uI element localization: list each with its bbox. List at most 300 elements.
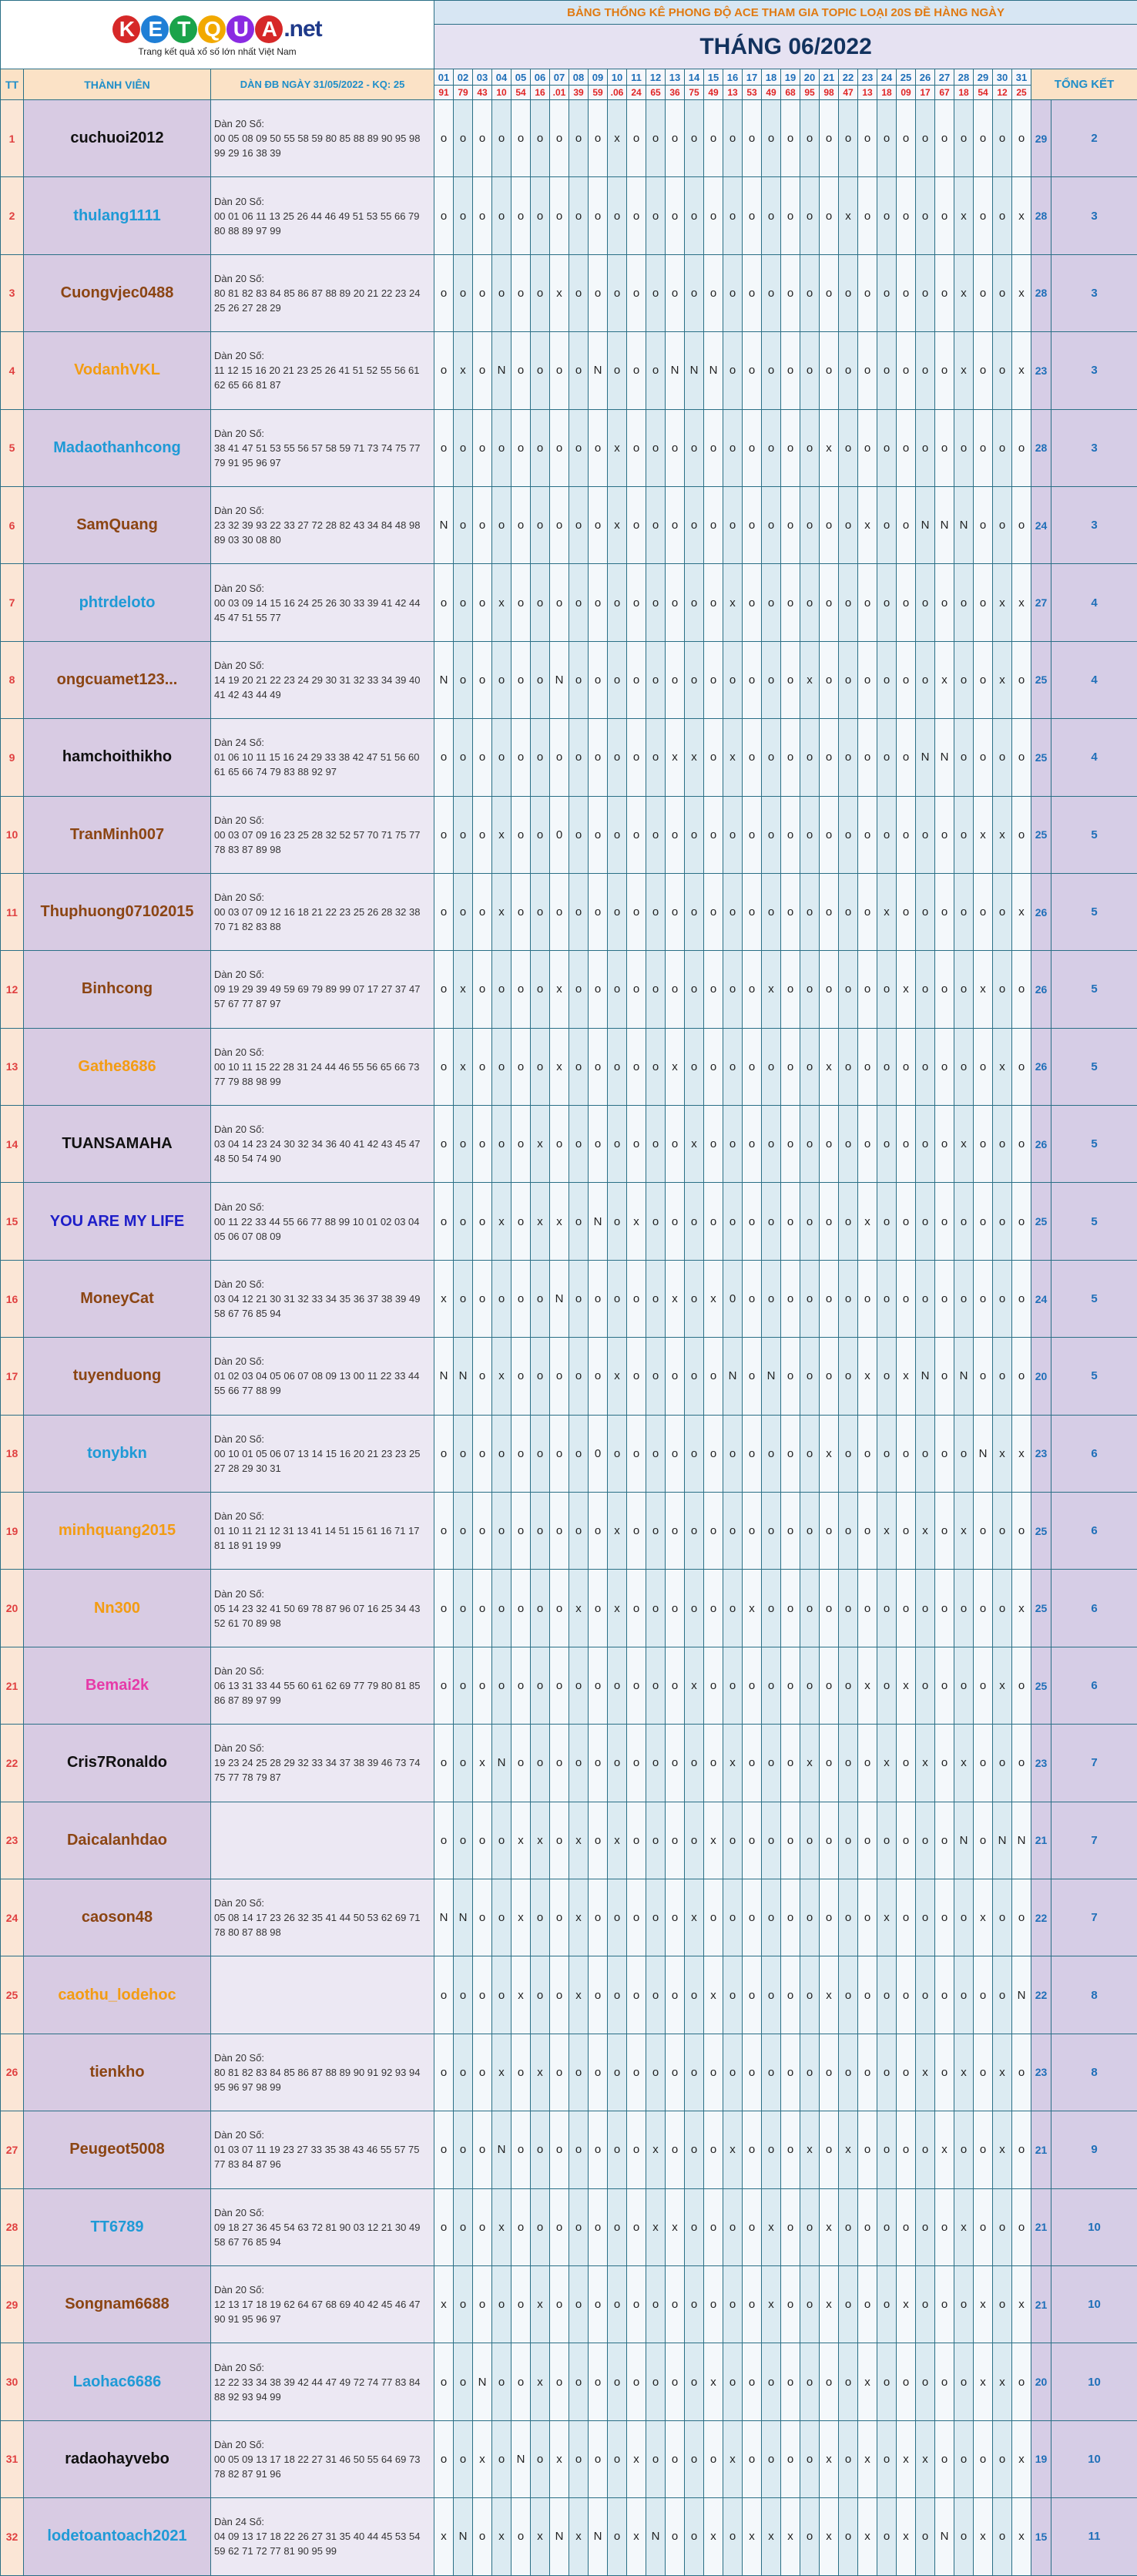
day-mark: o bbox=[473, 1106, 492, 1183]
day-mark: o bbox=[839, 2188, 858, 2265]
day-result: 36 bbox=[666, 86, 685, 100]
day-mark: x bbox=[897, 2498, 916, 2575]
day-mark: o bbox=[685, 1493, 704, 1570]
day-mark: o bbox=[974, 254, 993, 331]
day-mark: o bbox=[993, 332, 1012, 409]
day-mark: N bbox=[954, 486, 974, 563]
day-mark: o bbox=[916, 1956, 935, 2034]
day-mark: o bbox=[935, 1106, 954, 1183]
day-mark: o bbox=[589, 177, 608, 254]
day-mark: o bbox=[473, 873, 492, 950]
day-mark: o bbox=[492, 1647, 511, 1724]
day-mark: o bbox=[897, 1415, 916, 1492]
day-mark: o bbox=[839, 1956, 858, 2034]
day-mark: o bbox=[916, 177, 935, 254]
day-mark: o bbox=[877, 1106, 897, 1183]
day-mark: o bbox=[800, 719, 820, 796]
day-mark: o bbox=[839, 2265, 858, 2343]
day-mark: N bbox=[666, 332, 685, 409]
member-name[interactable]: MoneyCat bbox=[24, 1260, 211, 1337]
dan-numbers bbox=[211, 873, 434, 950]
day-mark: o bbox=[454, 1106, 473, 1183]
hit-count: 21 bbox=[1031, 2111, 1051, 2188]
day-mark: x bbox=[877, 1493, 897, 1570]
day-mark: o bbox=[877, 564, 897, 641]
day-mark: o bbox=[434, 1647, 454, 1724]
row-index: 5 bbox=[1, 409, 24, 486]
day-mark: x bbox=[685, 1879, 704, 1956]
row-index: 27 bbox=[1, 2111, 24, 2188]
day-mark: o bbox=[492, 100, 511, 177]
day-mark: o bbox=[569, 1493, 589, 1570]
member-row bbox=[1, 2498, 1137, 2575]
day-mark: o bbox=[434, 2111, 454, 2188]
member-name[interactable]: Bemai2k bbox=[24, 1647, 211, 1724]
day-mark: o bbox=[800, 2498, 820, 2575]
day-mark: o bbox=[589, 1725, 608, 1802]
day-mark: o bbox=[743, 2343, 762, 2420]
member-name[interactable]: Binhcong bbox=[24, 951, 211, 1028]
day-mark: o bbox=[569, 1028, 589, 1105]
total-score: 6 bbox=[1051, 1647, 1137, 1724]
day-mark: o bbox=[589, 2420, 608, 2497]
dan-title: Dàn 20 Số: bbox=[214, 813, 431, 828]
day-mark: o bbox=[627, 1260, 646, 1337]
day-mark: o bbox=[434, 719, 454, 796]
hit-count: 25 bbox=[1031, 719, 1051, 796]
day-mark: o bbox=[916, 641, 935, 718]
day-mark: N bbox=[550, 2498, 569, 2575]
day-mark: o bbox=[492, 1570, 511, 1647]
day-mark: o bbox=[473, 332, 492, 409]
member-name[interactable]: minhquang2015 bbox=[24, 1493, 211, 1570]
day-mark: x bbox=[531, 2498, 550, 2575]
member-name[interactable]: thulang1111 bbox=[24, 177, 211, 254]
total-score: 3 bbox=[1051, 409, 1137, 486]
day-mark: x bbox=[993, 2343, 1012, 2420]
day-mark: o bbox=[473, 796, 492, 873]
day-mark: o bbox=[531, 641, 550, 718]
day-mark: x bbox=[1012, 177, 1031, 254]
day-mark: o bbox=[434, 1028, 454, 1105]
member-name[interactable]: phtrdeloto bbox=[24, 564, 211, 641]
row-index: 6 bbox=[1, 486, 24, 563]
day-result: 79 bbox=[454, 86, 473, 100]
member-name[interactable]: hamchoithikho bbox=[24, 719, 211, 796]
day-mark: x bbox=[954, 2188, 974, 2265]
day-mark: x bbox=[858, 2420, 877, 2497]
day-mark: o bbox=[1012, 2034, 1031, 2111]
member-name[interactable]: cuchuoi2012 bbox=[24, 100, 211, 177]
day-mark: o bbox=[820, 1570, 839, 1647]
day-mark: o bbox=[781, 1956, 800, 2034]
day-mark: N bbox=[916, 486, 935, 563]
row-index: 21 bbox=[1, 1647, 24, 1724]
day-mark: o bbox=[454, 2111, 473, 2188]
day-mark: o bbox=[589, 564, 608, 641]
day-mark: o bbox=[954, 1415, 974, 1492]
day-mark: x bbox=[531, 1802, 550, 1879]
total-score: 8 bbox=[1051, 2034, 1137, 2111]
day-mark: x bbox=[762, 2498, 781, 2575]
day-header: 30 bbox=[993, 69, 1012, 86]
day-mark: x bbox=[454, 1028, 473, 1105]
day-mark: o bbox=[627, 2343, 646, 2420]
day-mark: o bbox=[839, 1338, 858, 1415]
day-mark: o bbox=[473, 100, 492, 177]
day-mark: o bbox=[589, 1647, 608, 1724]
day-mark: o bbox=[608, 2498, 627, 2575]
member-row bbox=[1, 332, 1137, 409]
day-mark: o bbox=[762, 1493, 781, 1570]
day-mark: o bbox=[531, 1493, 550, 1570]
day-mark: o bbox=[685, 2265, 704, 2343]
day-result: 49 bbox=[704, 86, 723, 100]
member-name[interactable]: caoson48 bbox=[24, 1879, 211, 1956]
day-mark: o bbox=[762, 873, 781, 950]
day-mark: o bbox=[454, 2188, 473, 2265]
day-mark: x bbox=[897, 2265, 916, 2343]
day-mark: x bbox=[1012, 873, 1031, 950]
day-mark: N bbox=[974, 1415, 993, 1492]
day-mark: o bbox=[935, 873, 954, 950]
day-mark: o bbox=[897, 2188, 916, 2265]
dan-title: Dàn 20 Số: bbox=[214, 1432, 431, 1446]
day-mark: o bbox=[858, 1725, 877, 1802]
day-mark: o bbox=[974, 641, 993, 718]
day-mark: o bbox=[935, 2188, 954, 2265]
day-mark: o bbox=[877, 1183, 897, 1260]
dan-list: 01 02 03 04 05 06 07 08 09 13 00 11 22 33 44 55 66 77 88 99 bbox=[214, 1369, 431, 1398]
day-mark: o bbox=[666, 1183, 685, 1260]
day-mark: o bbox=[781, 486, 800, 563]
day-mark: o bbox=[454, 1725, 473, 1802]
member-name[interactable]: Songnam6688 bbox=[24, 2265, 211, 2343]
dan-list: 00 10 11 15 22 28 31 24 44 46 55 56 65 66 73 77 79 88 98 99 bbox=[214, 1060, 431, 1089]
day-mark: o bbox=[531, 409, 550, 486]
hit-count: 26 bbox=[1031, 873, 1051, 950]
total-score: 10 bbox=[1051, 2420, 1137, 2497]
member-name[interactable]: tuyenduong bbox=[24, 1338, 211, 1415]
day-mark: o bbox=[1012, 1725, 1031, 1802]
day-mark: o bbox=[473, 1879, 492, 1956]
day-mark: o bbox=[974, 719, 993, 796]
day-mark: o bbox=[820, 1493, 839, 1570]
day-mark: o bbox=[454, 1802, 473, 1879]
day-mark: o bbox=[666, 641, 685, 718]
day-mark: o bbox=[608, 1725, 627, 1802]
day-mark: x bbox=[993, 1415, 1012, 1492]
day-mark: x bbox=[569, 1802, 589, 1879]
day-mark: o bbox=[954, 409, 974, 486]
day-mark: o bbox=[820, 719, 839, 796]
day-mark: o bbox=[800, 332, 820, 409]
member-name[interactable]: Cuongvjec0488 bbox=[24, 254, 211, 331]
member-name[interactable]: Thuphuong07102015 bbox=[24, 873, 211, 950]
day-mark: o bbox=[723, 1570, 743, 1647]
header-tt: TT bbox=[1, 69, 24, 100]
day-mark: o bbox=[916, 1415, 935, 1492]
day-mark: x bbox=[511, 1879, 531, 1956]
day-mark: x bbox=[820, 2498, 839, 2575]
day-mark: o bbox=[473, 1956, 492, 2034]
day-mark: o bbox=[434, 2034, 454, 2111]
day-mark: x bbox=[531, 2343, 550, 2420]
day-mark: o bbox=[781, 796, 800, 873]
day-mark: o bbox=[935, 951, 954, 1028]
day-mark: x bbox=[974, 1879, 993, 1956]
day-mark: o bbox=[858, 1415, 877, 1492]
day-mark: o bbox=[454, 254, 473, 331]
member-name[interactable]: TUANSAMAHA bbox=[24, 1106, 211, 1183]
day-mark: o bbox=[723, 1106, 743, 1183]
day-mark: o bbox=[608, 564, 627, 641]
day-mark: N bbox=[492, 332, 511, 409]
day-mark: o bbox=[492, 951, 511, 1028]
day-mark: o bbox=[935, 1183, 954, 1260]
total-score: 10 bbox=[1051, 2188, 1137, 2265]
day-mark: o bbox=[781, 2265, 800, 2343]
day-mark: o bbox=[666, 1956, 685, 2034]
logo[interactable] bbox=[1, 1, 434, 69]
dan-title: Dàn 24 Số: bbox=[214, 2514, 431, 2529]
day-mark: o bbox=[685, 1570, 704, 1647]
member-name[interactable]: YOU ARE MY LIFE bbox=[24, 1183, 211, 1260]
dan-list: 12 22 33 34 38 39 42 44 47 49 72 74 77 83 84 88 92 93 94 99 bbox=[214, 2375, 431, 2404]
day-mark: o bbox=[781, 1106, 800, 1183]
hit-count: 28 bbox=[1031, 409, 1051, 486]
day-mark: x bbox=[569, 1570, 589, 1647]
member-name[interactable]: tonybkn bbox=[24, 1415, 211, 1492]
member-name[interactable]: lodetoantoach2021 bbox=[24, 2498, 211, 2575]
day-mark: o bbox=[646, 719, 666, 796]
member-name[interactable]: ongcuamet123... bbox=[24, 641, 211, 718]
day-mark: o bbox=[550, 100, 569, 177]
day-mark: o bbox=[762, 1106, 781, 1183]
day-mark: o bbox=[473, 409, 492, 486]
day-mark: o bbox=[531, 486, 550, 563]
day-mark: x bbox=[608, 1802, 627, 1879]
day-mark: o bbox=[434, 254, 454, 331]
day-mark: x bbox=[608, 1338, 627, 1415]
day-result: 54 bbox=[511, 86, 531, 100]
day-mark: o bbox=[608, 1028, 627, 1105]
day-mark: o bbox=[646, 564, 666, 641]
day-mark: o bbox=[666, 254, 685, 331]
day-mark: o bbox=[897, 1570, 916, 1647]
member-name[interactable]: Madaothanhcong bbox=[24, 409, 211, 486]
day-mark: o bbox=[916, 254, 935, 331]
day-mark: o bbox=[704, 1183, 723, 1260]
member-name[interactable]: Daicalanhdao bbox=[24, 1802, 211, 1879]
day-mark: o bbox=[762, 641, 781, 718]
day-mark: o bbox=[916, 1570, 935, 1647]
day-mark: N bbox=[704, 332, 723, 409]
day-mark: o bbox=[646, 873, 666, 950]
day-mark: o bbox=[781, 100, 800, 177]
day-mark: o bbox=[974, 2188, 993, 2265]
day-mark: x bbox=[704, 1802, 723, 1879]
row-index: 22 bbox=[1, 1725, 24, 1802]
row-index: 8 bbox=[1, 641, 24, 718]
dan-title: Dàn 20 Số: bbox=[214, 503, 431, 518]
day-mark: x bbox=[434, 1260, 454, 1337]
member-row bbox=[1, 1183, 1137, 1260]
dan-numbers bbox=[211, 332, 434, 409]
day-mark: o bbox=[627, 641, 646, 718]
day-mark: o bbox=[627, 1415, 646, 1492]
day-mark: o bbox=[916, 2343, 935, 2420]
member-name[interactable]: Cris7Ronaldo bbox=[24, 1725, 211, 1802]
hit-count: 21 bbox=[1031, 2265, 1051, 2343]
day-mark: o bbox=[897, 2343, 916, 2420]
day-mark: o bbox=[511, 719, 531, 796]
day-header: 26 bbox=[916, 69, 935, 86]
day-mark: o bbox=[935, 1956, 954, 2034]
day-mark: x bbox=[993, 796, 1012, 873]
day-mark: o bbox=[473, 177, 492, 254]
day-mark: o bbox=[627, 2034, 646, 2111]
member-name[interactable]: radaohayvebo bbox=[24, 2420, 211, 2497]
member-name[interactable]: VodanhVKL bbox=[24, 332, 211, 409]
member-name[interactable]: Nn300 bbox=[24, 1570, 211, 1647]
day-mark: o bbox=[531, 1028, 550, 1105]
member-name[interactable]: tienkho bbox=[24, 2034, 211, 2111]
member-name[interactable]: Peugeot5008 bbox=[24, 2111, 211, 2188]
day-mark: o bbox=[473, 1260, 492, 1337]
day-mark: o bbox=[704, 1879, 723, 1956]
day-result: 95 bbox=[800, 86, 820, 100]
member-row bbox=[1, 951, 1137, 1028]
day-mark: o bbox=[858, 332, 877, 409]
day-mark: o bbox=[666, 100, 685, 177]
row-index: 23 bbox=[1, 1802, 24, 1879]
dan-list: 04 09 13 17 18 22 26 27 31 35 40 44 45 53 54 59 62 71 72 77 81 90 95 99 bbox=[214, 2529, 431, 2558]
day-mark: x bbox=[1012, 1415, 1031, 1492]
member-name[interactable]: SamQuang bbox=[24, 486, 211, 563]
day-mark: o bbox=[781, 1183, 800, 1260]
day-mark: o bbox=[974, 100, 993, 177]
month-title: THÁNG 06/2022 bbox=[434, 25, 1137, 69]
day-mark: o bbox=[820, 100, 839, 177]
day-mark: o bbox=[666, 2420, 685, 2497]
day-mark: o bbox=[762, 100, 781, 177]
day-mark: o bbox=[685, 1183, 704, 1260]
total-score: 3 bbox=[1051, 254, 1137, 331]
day-mark: x bbox=[569, 1956, 589, 2034]
row-index: 26 bbox=[1, 2034, 24, 2111]
day-mark: o bbox=[916, 796, 935, 873]
day-mark: o bbox=[916, 100, 935, 177]
day-mark: o bbox=[666, 409, 685, 486]
day-mark: o bbox=[993, 1879, 1012, 1956]
day-result: 25 bbox=[1012, 86, 1031, 100]
member-name[interactable]: Gathe8686 bbox=[24, 1028, 211, 1105]
member-name[interactable]: TranMinh007 bbox=[24, 796, 211, 873]
day-mark: o bbox=[550, 2111, 569, 2188]
day-mark: o bbox=[550, 1956, 569, 2034]
day-mark: o bbox=[569, 2265, 589, 2343]
day-mark: o bbox=[762, 332, 781, 409]
day-mark: o bbox=[781, 2343, 800, 2420]
day-mark: o bbox=[954, 1183, 974, 1260]
dan-title: Dàn 20 Số: bbox=[214, 1200, 431, 1214]
day-mark: o bbox=[569, 177, 589, 254]
member-name[interactable]: caothu_lodehoc bbox=[24, 1956, 211, 2034]
day-mark: o bbox=[492, 1802, 511, 1879]
header-member: THÀNH VIÊN bbox=[24, 69, 211, 100]
day-mark: o bbox=[646, 641, 666, 718]
day-mark: o bbox=[473, 2498, 492, 2575]
total-score: 4 bbox=[1051, 719, 1137, 796]
day-mark: o bbox=[627, 719, 646, 796]
day-mark: o bbox=[974, 2111, 993, 2188]
row-index: 30 bbox=[1, 2343, 24, 2420]
dan-list: 80 81 82 83 84 85 86 87 88 89 90 91 92 93 94 95 96 97 98 99 bbox=[214, 2065, 431, 2094]
day-mark: o bbox=[1012, 719, 1031, 796]
hit-count: 25 bbox=[1031, 1647, 1051, 1724]
day-mark: 0 bbox=[550, 796, 569, 873]
day-mark: o bbox=[877, 1647, 897, 1724]
dan-title: Dàn 20 Số: bbox=[214, 1587, 431, 1601]
day-mark: o bbox=[743, 951, 762, 1028]
total-score: 5 bbox=[1051, 1106, 1137, 1183]
member-row bbox=[1, 1570, 1137, 1647]
day-mark: o bbox=[839, 1106, 858, 1183]
day-mark: o bbox=[589, 1028, 608, 1105]
day-mark: o bbox=[839, 951, 858, 1028]
dan-numbers bbox=[211, 641, 434, 718]
day-mark: o bbox=[839, 486, 858, 563]
day-mark: o bbox=[589, 796, 608, 873]
total-score: 5 bbox=[1051, 951, 1137, 1028]
day-mark: o bbox=[704, 2420, 723, 2497]
day-mark: o bbox=[820, 951, 839, 1028]
day-mark: o bbox=[704, 1570, 723, 1647]
member-name[interactable]: Laohac6686 bbox=[24, 2343, 211, 2420]
day-mark: o bbox=[492, 409, 511, 486]
total-score: 11 bbox=[1051, 2498, 1137, 2575]
dan-list: 00 03 07 09 16 23 25 28 32 52 57 70 71 75 77 78 83 87 89 98 bbox=[214, 828, 431, 857]
day-mark: o bbox=[877, 100, 897, 177]
day-mark: x bbox=[531, 1106, 550, 1183]
dan-list: 00 05 09 13 17 18 22 27 31 46 50 55 64 69 73 78 82 87 91 96 bbox=[214, 2452, 431, 2481]
day-mark: o bbox=[473, 2188, 492, 2265]
day-mark: o bbox=[666, 2343, 685, 2420]
member-name[interactable]: TT6789 bbox=[24, 2188, 211, 2265]
dan-list: 00 01 06 11 13 25 26 44 46 49 51 53 55 66 79 80 88 89 97 99 bbox=[214, 209, 431, 238]
day-mark: x bbox=[608, 409, 627, 486]
day-result: 54 bbox=[974, 86, 993, 100]
day-mark: o bbox=[781, 1028, 800, 1105]
day-mark: o bbox=[646, 1028, 666, 1105]
day-mark: o bbox=[974, 2034, 993, 2111]
day-mark: x bbox=[820, 409, 839, 486]
day-mark: x bbox=[492, 2498, 511, 2575]
day-mark: o bbox=[550, 2343, 569, 2420]
day-mark: x bbox=[1012, 564, 1031, 641]
day-mark: N bbox=[723, 1338, 743, 1415]
day-mark: o bbox=[897, 254, 916, 331]
day-header: 11 bbox=[627, 69, 646, 86]
day-mark: o bbox=[723, 332, 743, 409]
day-mark: o bbox=[762, 1183, 781, 1260]
dan-list: 09 18 27 36 45 54 63 72 81 90 03 12 21 30 49 58 67 76 85 94 bbox=[214, 2220, 431, 2249]
day-mark: o bbox=[511, 1725, 531, 1802]
day-result: 16 bbox=[531, 86, 550, 100]
day-mark: o bbox=[1012, 100, 1031, 177]
day-mark: o bbox=[646, 409, 666, 486]
